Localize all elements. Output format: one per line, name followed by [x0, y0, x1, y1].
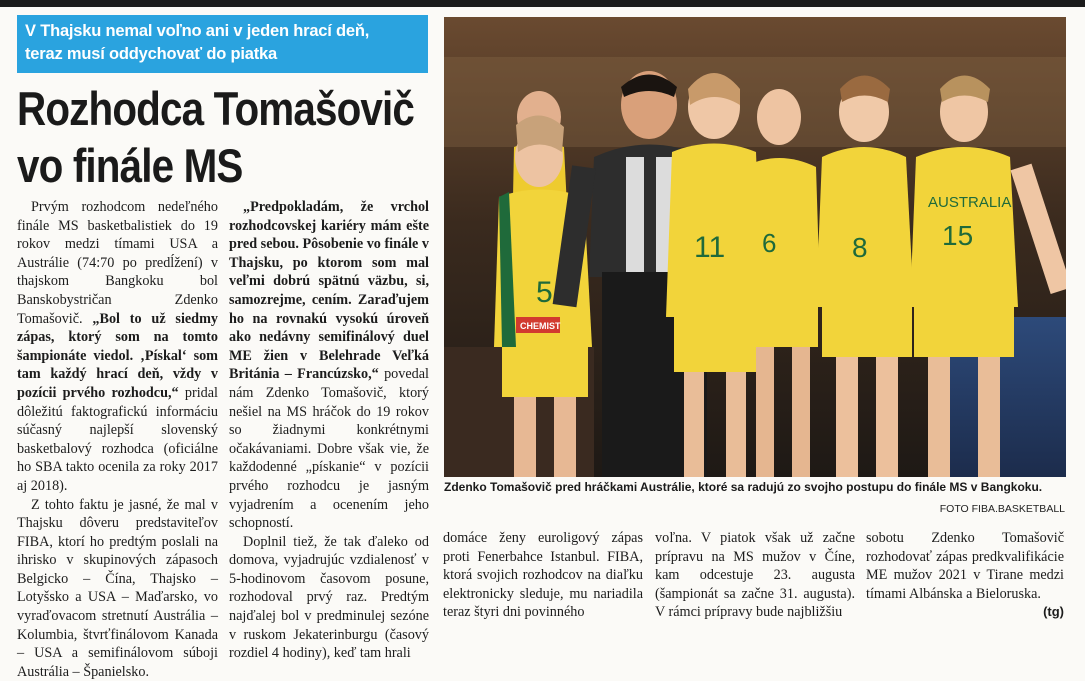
- col2-quote: „Predpokladám, že vrchol rozhodcovskej kariéry mám ešte pred sebou. Pôsobenie vo finále v Thajsku, po ktorom som mal veľmi dobrú spätnú väzbu, si, samozrejme, cením. Zaraďujem ho na rovnakú vysokú úroveň ako nedávny semifinálový duel ME žien v Belehrade Veľká Británia – Francúzsko,“: [229, 199, 429, 382]
- col2-paragraph-1: [229, 198, 429, 533]
- jersey-number-11: 11: [694, 231, 725, 264]
- sponsor-logo: CHEMIST: [520, 321, 561, 331]
- col1-text-tail: pridal dôležitú faktografickú informáciu súčasný najlepší slovenský basketbalový rozhodca (oficiálne ho SBA takto ocenila za roky 2017 aj 2018).: [17, 385, 218, 494]
- col1-quote: „Bol to už siedmy zápas, ktorý som na tomto šampionáte viedol. ‚Pískal‘ som tam každý hrací deň, vždy v pozícii prvého rozhodcu,“: [17, 311, 218, 401]
- kicker-line-2: teraz musí oddychovať do piatka: [25, 43, 420, 66]
- headline-line-2: vo finále MS: [17, 137, 378, 194]
- article-column-3: [443, 529, 643, 622]
- article-column-2: [229, 198, 429, 663]
- author-signature: (tg): [1043, 603, 1064, 622]
- photo-caption: Zdenko Tomašovič pred hráčkami Austrálie, ktoré sa radujú zo svojho postupu do finále MS v Bangkoku.: [444, 480, 1066, 494]
- jersey-number-5: 5: [536, 276, 553, 309]
- headline: [17, 80, 378, 194]
- jersey-number-6: 6: [762, 228, 776, 258]
- col3-paragraph: domáce ženy euroligový zápas proti Fenerbahce Istanbul. FIBA, ktorá svojich rozhodcov na diaľku elektronicky sleduje, mu nariadila teraz štyri dni povinného: [443, 529, 643, 622]
- kicker-box: [17, 15, 428, 73]
- col4-paragraph: voľna. V piatok však už začne prípravu na MS mužov v Číne, kam odcestuje 23. augusta (šampionát sa začne 31. augusta). V rámci prípravy bude najbližšiu: [655, 529, 855, 622]
- photo-illustration: [444, 17, 1066, 477]
- jersey-number-8: 8: [852, 232, 868, 263]
- photo-credit: FOTO FIBA.BASKETBALL: [940, 503, 1065, 515]
- article-photo: [444, 17, 1066, 477]
- col1-paragraph-2: Z tohto faktu je jasné, že mal v Thajsku dôveru predstaviteľov FIBA, ktorí ho predtým poslali na ihrisko v skupinových zápasoch Belgicko – Čína, Thajsko – Lotyšsko a USA – Maďarsko, vo vyraďovacom stretnutí Austrália – Kolumbia, štvrťfinálovom Kanada – USA a semifinálovom súboji Austrália – Španielsko.: [17, 496, 218, 681]
- top-rule: [0, 0, 1085, 7]
- headline-line-1: Rozhodca Tomašovič: [17, 80, 378, 137]
- article-column-1: [17, 198, 218, 681]
- col1-text: Prvým rozhodcom nedeľného finále MS basketbalistiek do 19 rokov medzi tímami USA a Austrálie (74:70 po predĺžení) v thajskom Bangkoku bol Banskobystričan Zdenko Tomašovič.: [17, 199, 218, 327]
- article-column-4: [655, 529, 855, 622]
- article-column-5: [866, 529, 1064, 622]
- col2-text-tail: povedal nám Zdenko Tomašovič, ktorý nešiel na MS hráčok do 19 rokov so žiadnymi konkrétnymi očakávaniami. Dobre však vie, že každodenné „pískanie“ v pozícii prvého rozhodcu je jasným vyjadrením a ocenením jeho schopností.: [229, 366, 429, 531]
- jersey-number-15: 15: [942, 220, 973, 251]
- col1-paragraph-1: [17, 198, 218, 496]
- col5-paragraph: sobotu Zdenko Tomašovič rozhodovať zápas predkvalifikácie ME mužov 2021 v Tirane medzi tímami Albánska a Bieloruska.: [866, 529, 1064, 603]
- jersey-team-name: AUSTRALIA: [928, 194, 1011, 211]
- col2-paragraph-2: Doplnil tiež, že tak ďaleko od domova, vyjadrujúc vzdialenosť v 5-hodinovom časovom posune, rozhodoval prvý raz. Predtým najďalej bol v predminulej sezóne v ruskom Jekaterinburgu (časový rozdiel 4 hodiny), keď tam hrali: [229, 533, 429, 663]
- kicker-line-1: V Thajsku nemal voľno ani v jeden hrací deň,: [25, 20, 420, 43]
